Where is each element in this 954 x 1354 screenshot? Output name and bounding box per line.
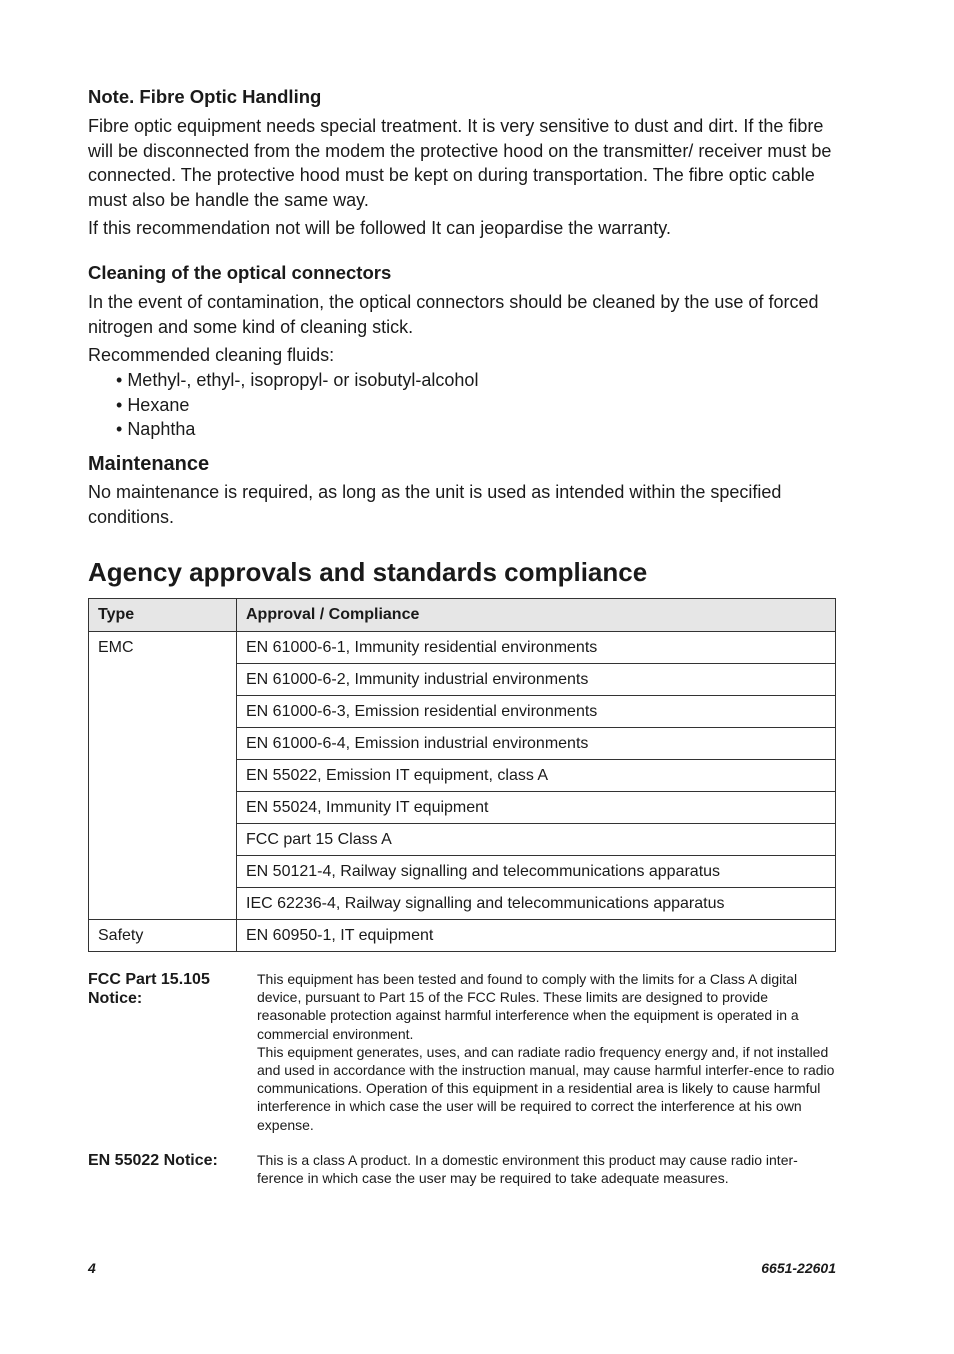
table-header-row xyxy=(89,599,836,632)
fcc-notice-text xyxy=(257,970,837,1134)
fibre-paragraph: Fibre optic equipment needs special treatment. It is very sensitive to dust and dirt. If the fibre will be disconnected from the modem the protective hood on the transmitter/ receiver must be connected. The protective hood must be kept on during transportation. The fibre optic cable must also be handle the same way. xyxy=(88,116,832,210)
table-row xyxy=(89,920,836,952)
column-header-type: Type xyxy=(89,599,237,632)
en55022-notice-text: This is a class A product. In a domestic environment this product may cause radio inter-ference in which case the user may be required to take adequate measures. xyxy=(257,1152,798,1187)
type-safety: Safety xyxy=(89,920,237,952)
fcc-notice-label: FCC Part 15.105 Notice: xyxy=(88,971,210,1007)
maintenance-paragraph: No maintenance is required, as long as the unit is used as intended within the specified conditions. xyxy=(88,482,782,527)
approval-cell: EN 61000-6-3, Emission residential environments xyxy=(237,696,836,728)
cleaning-heading: Cleaning of the optical connectors xyxy=(88,262,392,283)
approval-cell: IEC 62236-4, Railway signalling and telecommunications apparatus xyxy=(237,888,836,920)
en55022-notice-label: EN 55022 Notice: xyxy=(88,1152,218,1169)
approval-cell: FCC part 15 Class A xyxy=(237,824,836,856)
page-number: 4 xyxy=(88,1260,96,1276)
column-header-approval: Approval / Compliance xyxy=(237,599,836,632)
list-item: • Naphtha xyxy=(116,417,478,442)
cleaning-paragraph: In the event of contamination, the optical connectors should be cleaned by the use of forced nitrogen and some kind of cleaning stick. xyxy=(88,292,819,337)
maintenance-heading: Maintenance xyxy=(88,453,210,475)
approval-cell: EN 50121-4, Railway signalling and telecommunications apparatus xyxy=(237,856,836,888)
table-row xyxy=(89,632,836,664)
fcc-notice-paragraph: This equipment generates, uses, and can radiate radio frequency energy and, if not installed and used in accordance with the instruction manual, may cause harmful interfer-ence to radio communications. Operation of this equipment in a residential area is likely to cause harmful interference in which case the user will be required to correct the interference at his own expense. xyxy=(257,1043,835,1133)
fibre-warranty-paragraph: If this recommendation not will be followed It can jeopardise the warranty. xyxy=(88,218,671,238)
approval-cell: EN 61000-6-2, Immunity industrial environments xyxy=(237,664,836,696)
standards-table xyxy=(88,598,836,952)
agency-heading: Agency approvals and standards compliance xyxy=(88,557,648,587)
approval-cell: EN 55022, Emission IT equipment, class A xyxy=(237,760,836,792)
approval-cell: EN 61000-6-4, Emission industrial environments xyxy=(237,728,836,760)
approval-cell: EN 55024, Immunity IT equipment xyxy=(237,792,836,824)
cleaning-fluids-list xyxy=(116,368,478,442)
type-emc: EMC xyxy=(89,632,237,920)
fcc-notice-paragraph: This equipment has been tested and found to comply with the limits for a Class A digital device, pursuant to Part 15 of the FCC Rules. These limits are designed to provide reasonable protection against harmful interference when the equipment is operated in a commercial environment. xyxy=(257,971,799,1042)
document-code: 6651-22601 xyxy=(761,1260,836,1276)
cleaning-fluids-intro: Recommended cleaning fluids: xyxy=(88,345,335,365)
approval-cell: EN 61000-6-1, Immunity residential environments xyxy=(237,632,836,664)
fibre-heading: Note. Fibre Optic Handling xyxy=(88,86,322,107)
list-item: • Hexane xyxy=(116,393,478,418)
approval-cell: EN 60950-1, IT equipment xyxy=(237,920,836,952)
list-item: • Methyl-, ethyl-, isopropyl- or isobutyl-alcohol xyxy=(116,368,478,393)
